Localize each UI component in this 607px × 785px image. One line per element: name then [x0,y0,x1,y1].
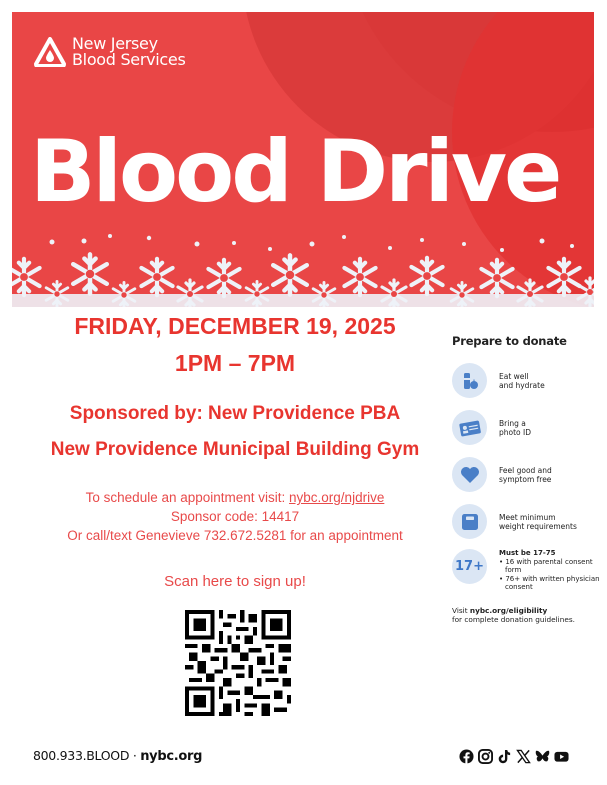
footer-contact [33,748,202,764]
org-logo [34,36,186,68]
event-date: FRIDAY, DECEMBER 19, 2025 [74,313,396,339]
qr-code[interactable] [185,610,291,716]
page-title: Blood Drive [30,122,560,222]
youtube-icon[interactable] [553,748,569,764]
facebook-icon[interactable] [458,748,474,764]
eligibility-note [452,606,602,624]
age-bullet-parental: • 16 with parental consent form [499,557,593,574]
org-name-line1: New Jersey [72,34,158,53]
instagram-icon[interactable] [477,748,493,764]
prep-item-age [452,545,602,601]
x-icon[interactable] [515,748,531,764]
visit-prefix: Visit [452,606,470,615]
header-banner [12,12,594,307]
prep-item-line1: Eat well [499,371,529,381]
scale-icon [452,504,487,539]
age-badge-icon [452,549,487,584]
prepare-to-donate-panel [452,334,602,624]
call-text: Or call/text Genevieve 732.672.5281 for an appointment [67,528,403,543]
footer-phone: 800.933.BLOOD [33,748,130,763]
tiktok-icon[interactable] [496,748,512,764]
footer-separator: · [129,748,141,763]
schedule-info [20,488,450,545]
heart-icon [452,457,487,492]
prep-item-line2: photo ID [499,427,532,437]
event-time: 1PM – 7PM [174,350,296,376]
footer-website[interactable]: nybc.org [140,749,203,764]
org-name-line2: Blood Services [72,50,186,69]
prep-item-feel-good [452,451,602,498]
prep-item-line2: and hydrate [499,380,545,390]
food-drink-icon [452,363,487,398]
prep-item-line1: Bring a [499,418,526,428]
prep-item-photo-id [452,404,602,451]
age-title: Must be 17-75 [499,549,556,557]
blood-drop-triangle-icon [34,37,66,67]
age-badge: 17+ [455,559,484,574]
social-links [458,748,569,764]
sidebar-heading: Prepare to donate [452,334,567,348]
schedule-link[interactable]: nybc.org/njdrive [289,490,385,505]
bluesky-icon[interactable] [534,748,550,764]
prep-item-eat-well [452,357,602,404]
prep-item-weight [452,498,602,545]
id-card-icon [452,410,487,445]
sponsor-code: Sponsor code: 14417 [170,509,300,524]
prep-item-line1: Feel good and [499,465,552,475]
prep-item-line2: weight requirements [499,521,577,531]
event-location: New Providence Municipal Building Gym [50,439,420,460]
event-sponsor: Sponsored by: New Providence PBA [69,403,401,424]
eligibility-link[interactable]: nybc.org/eligibility [469,606,548,615]
schedule-prefix: To schedule an appointment visit: [85,490,290,505]
scan-prompt: Scan here to sign up! [164,573,306,590]
snowflake-decoration [12,232,594,307]
prep-item-line2: symptom free [499,474,552,484]
age-bullet-physician: • 76+ with written physician consent [499,574,600,591]
visit-suffix: for complete donation guidelines. [452,615,575,624]
prep-item-line1: Meet minimum [499,512,556,522]
